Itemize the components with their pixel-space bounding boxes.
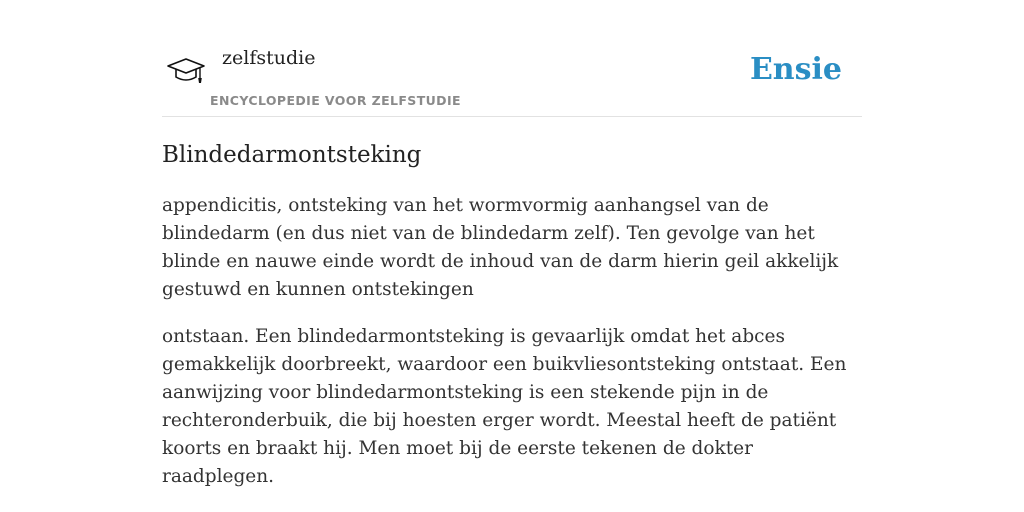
site-name[interactable]: zelfstudie <box>222 47 316 69</box>
site-tagline: ENCYCLOPEDIE VOOR ZELFSTUDIE <box>210 93 461 108</box>
article-title: Blindedarmontsteking <box>162 142 422 168</box>
graduation-cap-icon[interactable] <box>166 54 206 88</box>
brand-logo[interactable]: Ensie <box>749 52 842 87</box>
article-paragraph-1: appendicitis, ontsteking van het wormvormig aanhangsel van de blindedarm (en dus niet van de blindedarm zelf). Ten gevolge van het blinde en nauwe einde wordt de inhoud van de darm hierin geil akkelijk gestuwd en kunnen ontstekingen <box>162 195 839 300</box>
article-paragraph-2: ontstaan. Een blindedarmontsteking is gevaarlijk omdat het abces gemakkelijk doorbreekt, waardoor een buikvliesontsteking ontstaat. Een aanwijzing voor blindedarmontsteking is een stekende pijn in de rechteronderbuik, die bij hoesten erger wordt. Meestal heeft de patiënt koorts en braakt hij. Men moet bij de eerste tekenen de dokter raadplegen. <box>162 326 847 487</box>
site-header <box>162 40 862 117</box>
